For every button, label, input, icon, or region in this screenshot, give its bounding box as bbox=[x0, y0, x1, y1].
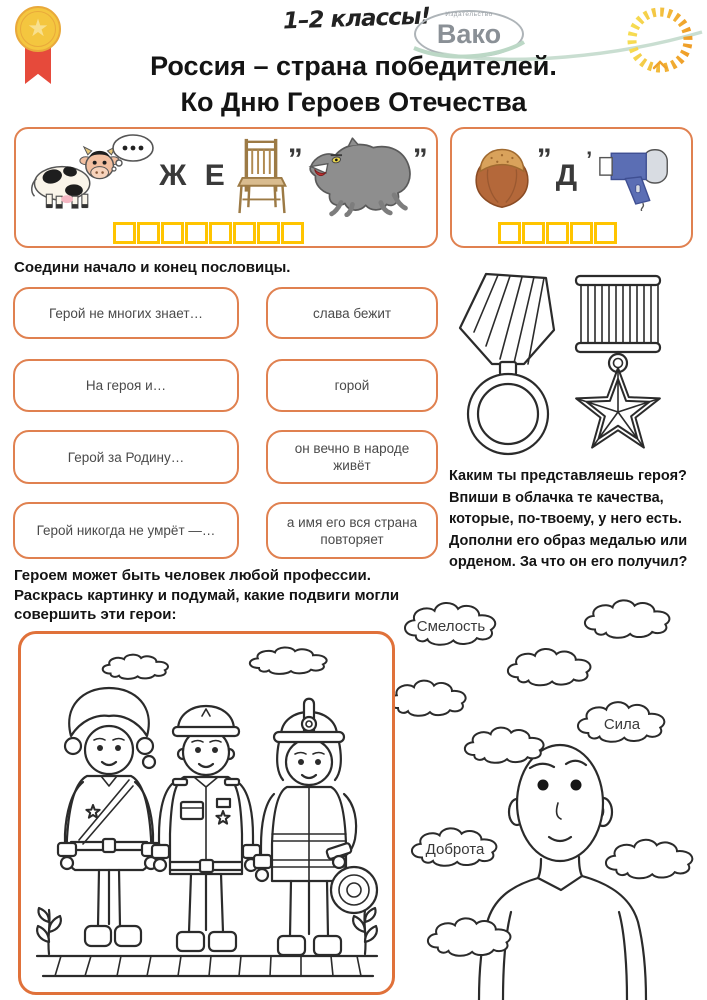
proverb-end-2[interactable]: горой bbox=[266, 359, 438, 412]
speech-bubble-icon bbox=[109, 133, 155, 175]
answer-cell[interactable] bbox=[137, 222, 160, 244]
answer-cells-row bbox=[498, 222, 617, 244]
proverb-start-3[interactable]: Герой за Родину… bbox=[13, 430, 239, 484]
answer-cell[interactable] bbox=[522, 222, 545, 244]
answer-cells-row bbox=[113, 222, 304, 244]
page-title bbox=[0, 48, 707, 120]
grade-note: 1–2 классы! bbox=[282, 3, 431, 35]
medals-coloring-illustration[interactable] bbox=[448, 266, 700, 462]
cloud-decoration bbox=[250, 647, 327, 673]
svg-text:Доброта: Доброта bbox=[425, 841, 485, 858]
proverb-start-2[interactable]: На героя и… bbox=[13, 359, 239, 412]
empty-quality-cloud[interactable] bbox=[585, 600, 669, 637]
plant-left bbox=[37, 908, 61, 954]
coloring-task-text: Героем может быть человек любой профессии. Раскрась картинку и подумай, какие подвиги могли совершить эти герои: bbox=[14, 567, 400, 623]
answer-cell[interactable] bbox=[570, 222, 593, 244]
hazelnut-icon bbox=[467, 142, 537, 210]
empty-quality-cloud[interactable] bbox=[395, 681, 466, 716]
answer-cell[interactable] bbox=[498, 222, 521, 244]
qualities-clouds-illustration bbox=[395, 578, 707, 1000]
empty-quality-cloud[interactable] bbox=[465, 728, 544, 763]
rebus-letter: Д bbox=[555, 159, 583, 192]
rebus-puzzle-2 bbox=[450, 127, 693, 248]
quote-mark: ” bbox=[287, 143, 303, 176]
hairdryer-icon bbox=[592, 141, 676, 211]
cloud-decoration bbox=[103, 655, 168, 679]
publisher-label: Издательство bbox=[445, 11, 493, 18]
answer-cell[interactable] bbox=[546, 222, 569, 244]
quote-mark: ” bbox=[536, 143, 552, 176]
rebus-puzzle-1 bbox=[14, 127, 438, 248]
award-star-icon: ★ bbox=[27, 15, 49, 42]
proverb-start-4[interactable]: Герой никогда не умрёт —… bbox=[13, 502, 239, 559]
answer-cell[interactable] bbox=[257, 222, 280, 244]
heroes-coloring-scene[interactable] bbox=[21, 634, 392, 992]
answer-cell[interactable] bbox=[113, 222, 136, 244]
plant-right bbox=[353, 908, 377, 954]
soldier-figure bbox=[152, 706, 260, 951]
empty-quality-cloud[interactable] bbox=[428, 918, 511, 955]
quote-mark: ” bbox=[412, 143, 428, 176]
answer-cell[interactable] bbox=[233, 222, 256, 244]
answer-cell[interactable] bbox=[209, 222, 232, 244]
svg-text:Сила: Сила bbox=[603, 716, 641, 733]
proverb-end-4[interactable]: а имя его вся страна повторяет bbox=[266, 502, 438, 559]
proverbs-instruction: Соедини начало и конец пословицы. bbox=[14, 259, 291, 276]
award-disc bbox=[15, 6, 61, 52]
firefighter-figure bbox=[254, 699, 377, 955]
proverb-end-1[interactable]: слава бежит bbox=[266, 287, 438, 339]
svg-text:Смелость: Смелость bbox=[416, 618, 486, 635]
rebus-1-row bbox=[16, 129, 436, 219]
ground bbox=[37, 956, 377, 976]
answer-cell[interactable] bbox=[161, 222, 184, 244]
title-line-1: Россия – страна победителей. bbox=[150, 51, 557, 81]
title-line-2: Ко Дню Героев Отечества bbox=[180, 87, 527, 117]
answer-cell[interactable] bbox=[594, 222, 617, 244]
apostrophe-mark: ’ bbox=[586, 147, 593, 172]
quality-cloud-smelost bbox=[405, 603, 495, 645]
rebus-2-row bbox=[452, 129, 691, 219]
quality-cloud-dobrota bbox=[412, 828, 496, 865]
wolf-icon bbox=[307, 135, 413, 217]
coloring-picture-frame[interactable] bbox=[18, 631, 395, 995]
historical-soldier-figure bbox=[58, 688, 160, 946]
empty-quality-cloud[interactable] bbox=[508, 649, 591, 685]
answer-cell[interactable] bbox=[281, 222, 304, 244]
round-medal-icon bbox=[460, 274, 554, 454]
quality-cloud-sila bbox=[578, 702, 664, 742]
star-medal-icon bbox=[576, 276, 660, 448]
proverb-end-3[interactable]: он вечно в народе живёт bbox=[266, 430, 438, 484]
answer-cell[interactable] bbox=[185, 222, 208, 244]
cow-icon bbox=[24, 139, 119, 213]
chair-icon bbox=[234, 135, 288, 217]
empty-quality-cloud[interactable] bbox=[606, 840, 692, 878]
rebus-letters: Ж Е bbox=[159, 159, 230, 192]
publisher-name: Вако bbox=[436, 19, 502, 49]
proverb-start-1[interactable]: Герой не многих знает… bbox=[13, 287, 239, 339]
hero-portrait-task-text: Каким ты представляешь героя? Впиши в облачка те качества, которые, по-твоему, у него есть. Дополни его образ медалью или орденом. За что он его получил? bbox=[449, 468, 688, 570]
